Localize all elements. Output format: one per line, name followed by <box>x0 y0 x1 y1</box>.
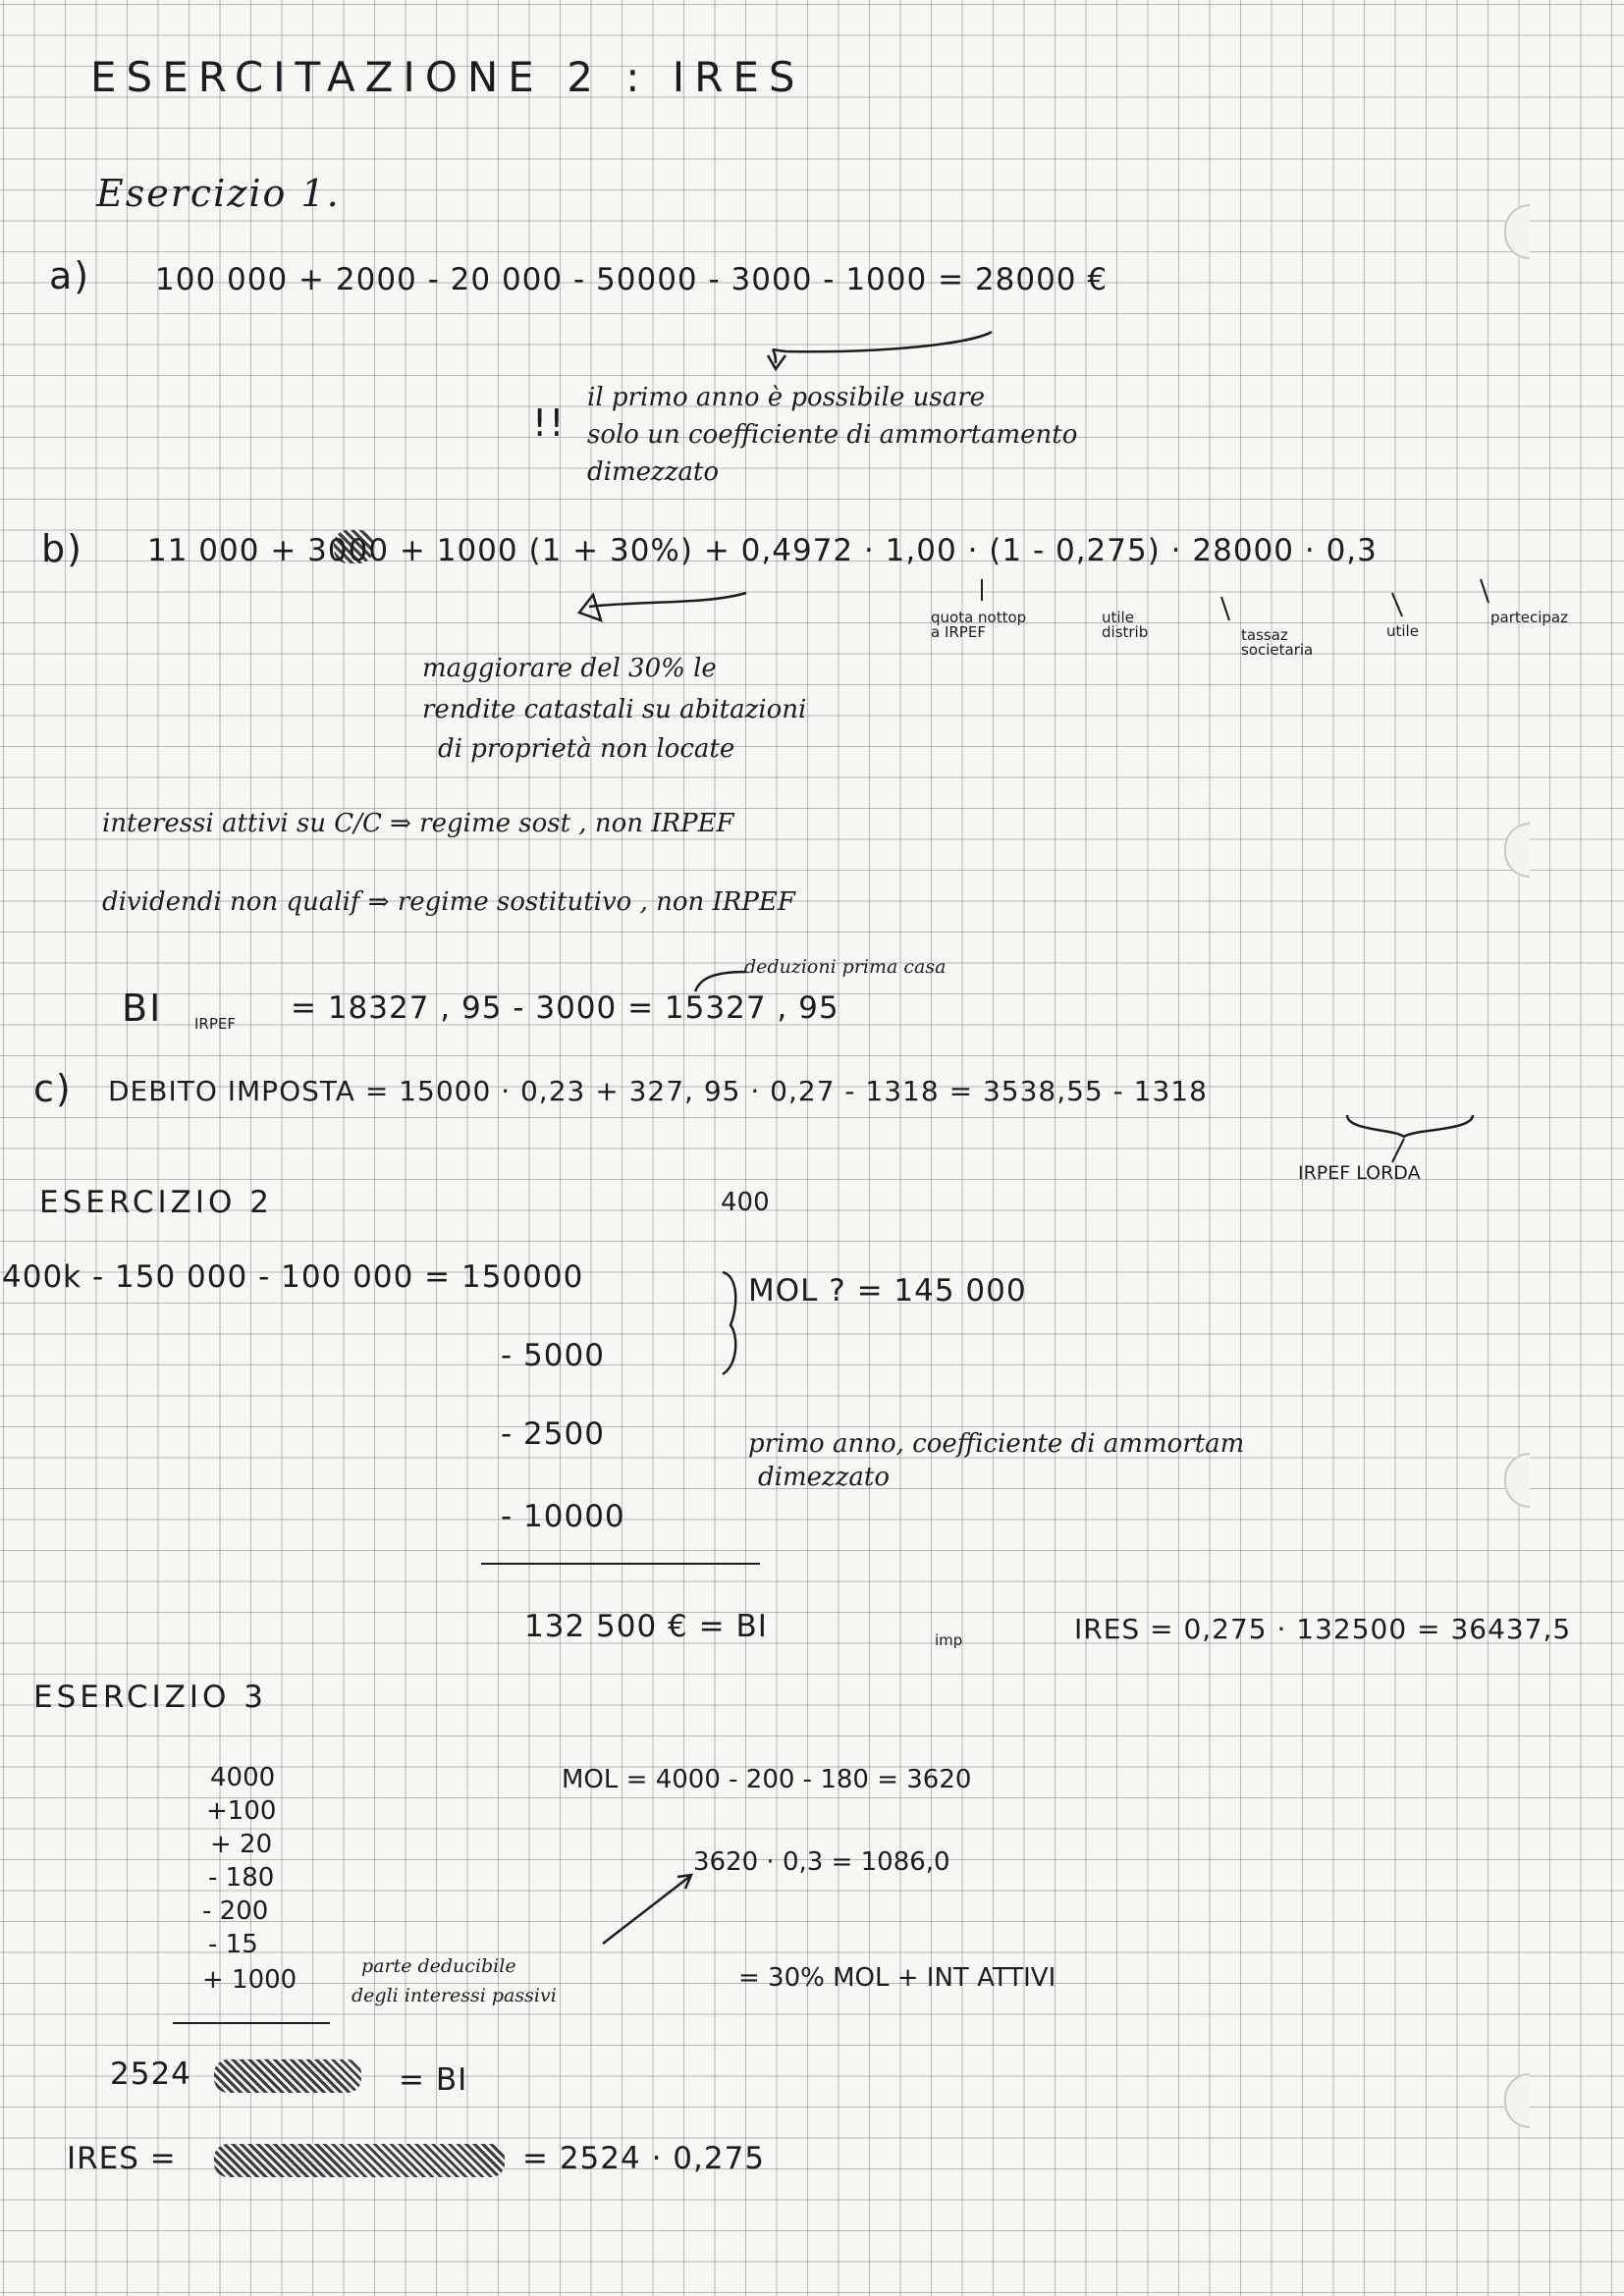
ex2-total-subscript: imp <box>935 1631 963 1649</box>
ex2-deduction-2: - 2500 <box>501 1416 605 1452</box>
annotation-utile-distrib: utile distrib <box>1102 609 1149 641</box>
irpef-lorda-label: IRPEF LORDA <box>1298 1162 1421 1184</box>
ex3-column-5: - 15 <box>208 1930 258 1959</box>
bi-irpef-label: BI <box>122 987 163 1030</box>
ex1-b-equation: 11 000 + 3000 + 1000 (1 + 30%) + 0,4972 · 1,00 · (1 - 0,275) · 28000 · 0,3 <box>147 533 1378 568</box>
ex3-bi-eq: = BI <box>399 2062 468 2098</box>
ex1-b-note-line-2: rendite catastali su abitazioni <box>422 695 807 724</box>
ex2-note-line-2: dimezzato <box>758 1463 890 1492</box>
annotation-partecipaz: partecipaz <box>1490 609 1568 626</box>
ex1-a-note-line-2: solo un coefficiente di ammortamento <box>587 420 1078 450</box>
bi-irpef-subscript: IRPEF <box>194 1015 236 1033</box>
exercise-1-heading: Esercizio 1. <box>96 172 341 215</box>
annotation-quota: quota nottop a IRPEF <box>931 609 1027 641</box>
annotation-tassaz: tassaz societaria <box>1241 626 1314 659</box>
ex1-c-equation: DEBITO IMPOSTA = 15000 · 0,23 + 327, 95 · 0,27 - 1318 = 3538,55 - 1318 <box>108 1075 1208 1107</box>
ex1-a-warning-mark: !! <box>532 401 567 445</box>
bi-irpef-equation: = 18327 , 95 - 3000 = 15327 , 95 <box>291 990 839 1026</box>
ex3-mol: MOL = 4000 - 200 - 180 = 3620 <box>562 1765 972 1794</box>
ex2-side-number: 400 <box>721 1188 770 1217</box>
ex3-pct: = 30% MOL + INT ATTIVI <box>738 1963 1056 1993</box>
annotation-utile: utile <box>1386 622 1419 640</box>
ex3-note-line-2: degli interessi passivi <box>352 1985 557 2006</box>
exercise-3-heading: ESERCIZIO 3 <box>33 1680 267 1715</box>
ex2-total: 132 500 € = BI <box>524 1609 768 1644</box>
ex3-column-2: + 20 <box>210 1830 273 1859</box>
ex1-b-label: b) <box>41 527 83 570</box>
ex1-a-note-line-1: il primo anno è possibile usare <box>587 383 986 412</box>
ex1-a-equation: 100 000 + 2000 - 20 000 - 50000 - 3000 - 1000 = 28000 € <box>155 262 1109 297</box>
ex1-a-note-line-3: dimezzato <box>587 457 719 487</box>
ex2-mol: MOL ? = 145 000 <box>748 1273 1027 1308</box>
ex1-c-label: c) <box>33 1067 73 1110</box>
ex3-note-line-1: parte deducibile <box>361 1955 516 1977</box>
ex3-ires-eq: = 2524 · 0,275 <box>522 2141 766 2176</box>
page-title: ESERCITAZIONE 2 : IRES <box>90 53 805 101</box>
ex2-ires: IRES = 0,275 · 132500 = 36437,5 <box>1074 1613 1572 1645</box>
exercise-2-heading: ESERCIZIO 2 <box>39 1185 273 1220</box>
ex3-bi-value: 2524 <box>110 2056 191 2092</box>
ex2-deduction-1: - 5000 <box>501 1338 605 1373</box>
ex3-calc: 3620 · 0,3 = 1086,0 <box>693 1847 950 1877</box>
ex2-line-1: 400k - 150 000 - 100 000 = 150000 <box>2 1259 584 1295</box>
ex2-deduction-3: - 10000 <box>501 1499 625 1534</box>
ex3-column-3: - 180 <box>208 1863 275 1893</box>
interessi-line: interessi attivi su C/C ⇒ regime sost , non IRPEF <box>102 809 734 838</box>
ex1-b-note-line-3: di proprietà non locate <box>438 734 735 764</box>
ex3-column-6: + 1000 <box>202 1965 298 1995</box>
ex2-note-line-1: primo anno, coefficiente di ammortam <box>748 1429 1245 1459</box>
ex3-ires-label: IRES = <box>67 2141 177 2176</box>
deduzioni-note: deduzioni prima casa <box>744 956 947 978</box>
ex3-column-1: +100 <box>206 1796 277 1826</box>
ex1-b-note-line-1: maggiorare del 30% le <box>422 654 717 683</box>
ex1-a-label: a) <box>49 254 91 297</box>
ex3-column-0: 4000 <box>210 1763 276 1792</box>
dividendi-line: dividendi non qualif ⇒ regime sostitutivo , non IRPEF <box>102 887 795 917</box>
ex3-column-4: - 200 <box>202 1896 269 1926</box>
